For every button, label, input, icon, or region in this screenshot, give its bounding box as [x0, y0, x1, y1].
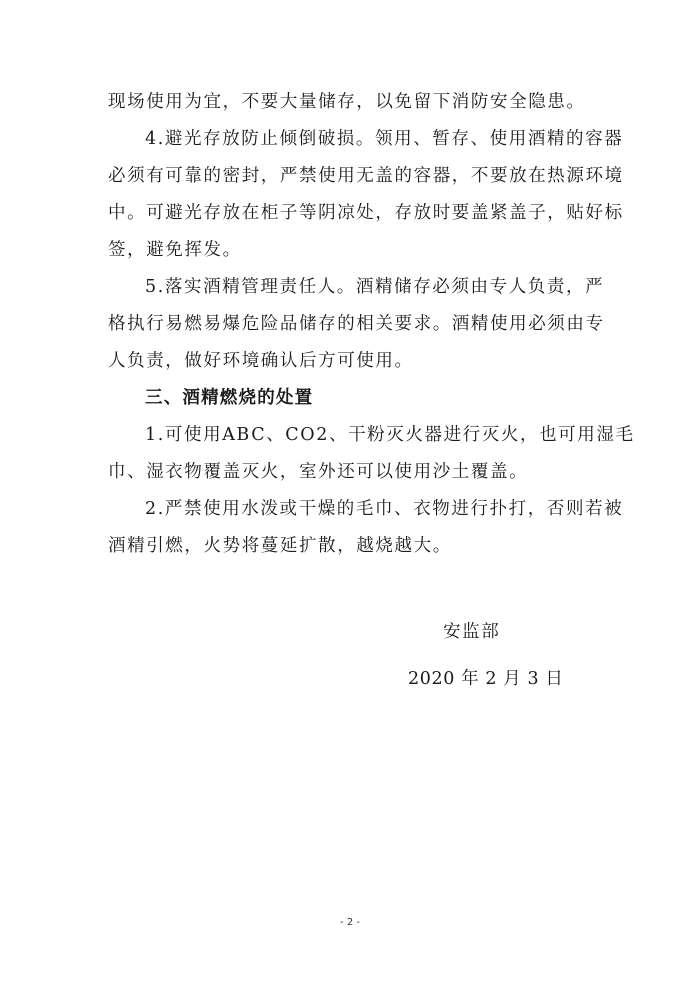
- paragraph-continuation-line: 现场使用为宜，不要大量储存，以免留下消防安全隐患。: [108, 92, 586, 112]
- section-3-item-1-line-1: 1.可使用ABC、CO2、干粉灭火器进行灭火，也可用湿毛: [145, 425, 635, 445]
- signature-date: 2020 年 2 月 3 日: [408, 669, 564, 689]
- paragraph-5-line-3: 人负责，做好环境确认后方可使用。: [108, 351, 414, 371]
- page-number: - 2 -: [340, 917, 360, 928]
- section-3-item-2-line-1: 2.严禁使用水泼或干燥的毛巾、衣物进行扑打，否则若被: [145, 499, 624, 519]
- section-3-heading: 三、酒精燃烧的处置: [145, 388, 314, 408]
- paragraph-4-line-4: 签，避免挥发。: [108, 240, 242, 260]
- paragraph-5-line-1: 5.落实酒精管理责任人。酒精储存必须由专人负责，严: [145, 277, 605, 297]
- paragraph-5-line-2: 格执行易燃易爆危险品储存的相关要求。酒精使用必须由专: [108, 314, 605, 334]
- signature-organization: 安监部: [443, 622, 501, 642]
- paragraph-4-line-2: 必须有可靠的密封，严禁使用无盖的容器，不要放在热源环境: [108, 166, 624, 186]
- section-3-item-2-line-2: 酒精引燃，火势将蔓延扩散，越烧越大。: [108, 536, 452, 556]
- section-3-item-1-line-2: 巾、湿衣物覆盖灭火，室外还可以使用沙土覆盖。: [108, 462, 529, 482]
- paragraph-4-line-3: 中。可避光存放在柜子等阴凉处，存放时要盖紧盖子，贴好标: [108, 203, 624, 223]
- paragraph-4-line-1: 4.避光存放防止倾倒破损。领用、暂存、使用酒精的容器: [145, 129, 624, 149]
